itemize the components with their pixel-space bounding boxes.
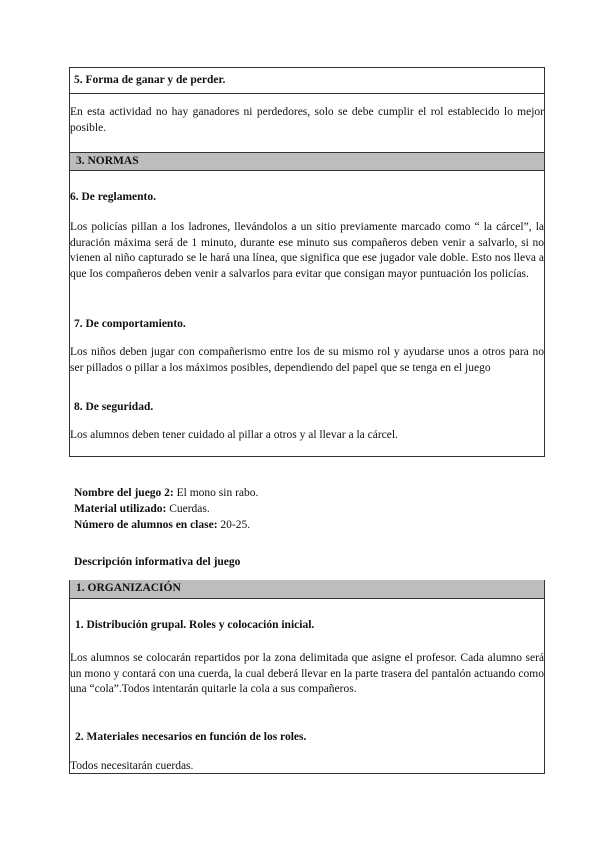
students-label: Número de alumnos en clase: — [74, 519, 218, 531]
materiales-text: Todos necesitarán cuerdas. — [70, 760, 194, 772]
material-line — [74, 501, 210, 517]
materiales-heading: 2. Materiales necesarios en función de los roles. — [75, 731, 307, 743]
material-value: Cuerdas. — [166, 503, 210, 515]
forma-heading: 5. Forma de ganar y de perder. — [74, 74, 226, 86]
reglamento-text: Los policías pillan a los ladrones, llevándolos a un sitio previamente marcado como “ la cárcel”, la duración máxima será de 1 minuto, durante ese minuto sus compañeros deben venir a salvarlo, si no vienen al niño capturado se le hará una línea, que significa que ese jugador vale doble. Esto nos lleva a que los compañeros deben venir a salvarlos para evitar que consigan mayor puntuación los policías. — [70, 221, 544, 280]
game-name-label: Nombre del juego 2: — [74, 487, 174, 499]
game-name-line — [74, 485, 258, 501]
normas-bar: 3. NORMAS — [70, 152, 544, 171]
forma-text: En esta actividad no hay ganadores ni perdedores, solo se debe cumplir el rol establecido lo mejor posible. — [70, 106, 544, 134]
reglamento-heading: 6. De reglamento. — [70, 191, 157, 203]
seguridad-heading: 8. De seguridad. — [74, 401, 154, 413]
game-name-value: El mono sin rabo. — [173, 487, 259, 499]
distribucion-text: Los alumnos se colocarán repartidos por la zona delimitada que asigne el profesor. Cada alumno será un mono y contará con una cuerda, la cual deberá llevar en la parte trasera del pantalón actuando como una “cola”.Todos intentarán quitarle la cola a sus compañeros. — [70, 652, 544, 695]
students-value: 20-25. — [217, 519, 251, 531]
comportamiento-heading: 7. De comportamiento. — [74, 318, 186, 330]
organizacion-bar: 1. ORGANIZACIÓN — [70, 580, 544, 599]
seguridad-text: Los alumnos deben tener cuidado al pillar a otros y al llevar a la cárcel. — [70, 429, 398, 441]
divider — [70, 93, 544, 94]
students-line — [74, 517, 250, 533]
material-label: Material utilizado: — [74, 503, 167, 515]
descripcion-heading: Descripción informativa del juego — [74, 556, 241, 568]
distribucion-heading: 1. Distribución grupal. Roles y colocación inicial. — [75, 619, 315, 631]
comportamiento-text: Los niños deben jugar con compañerismo entre los de su mismo rol y ayudarse unos a otros para no ser pillados o pillar a los máximos posibles, dependiendo del papel que se tenga en el juego — [70, 346, 544, 374]
